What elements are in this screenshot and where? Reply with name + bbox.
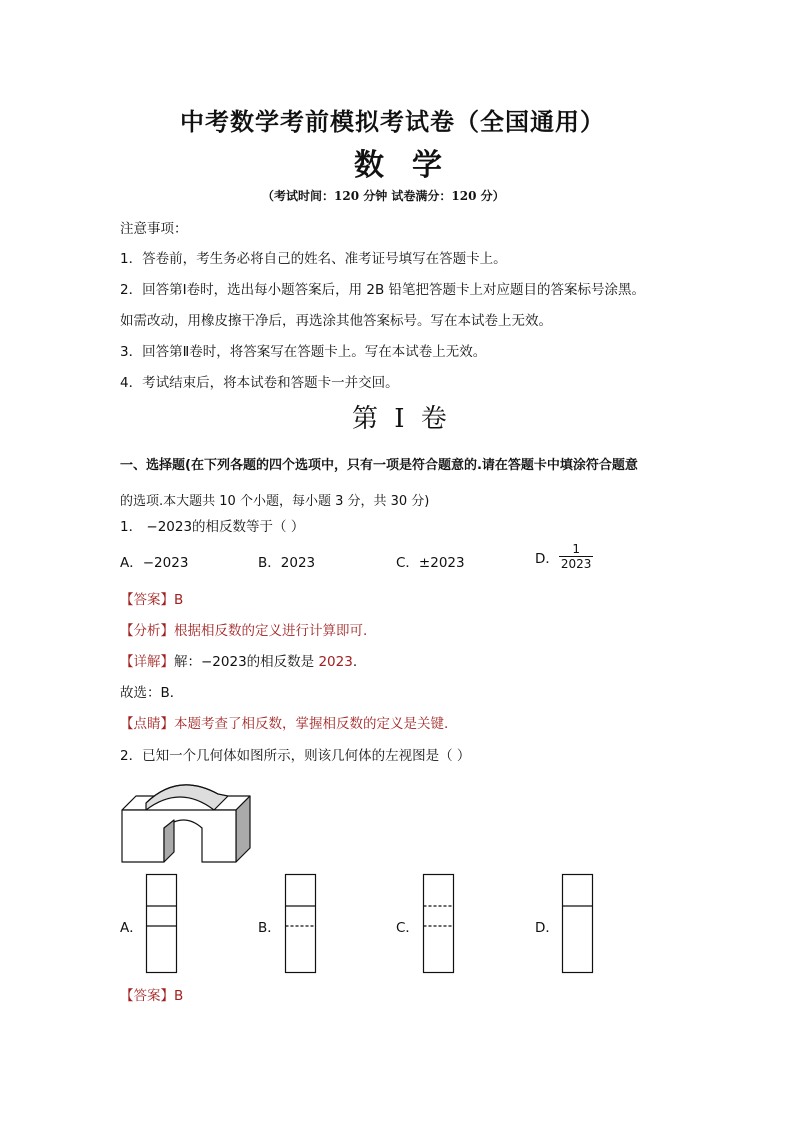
q1-choice: 故选：B． <box>120 685 184 701</box>
q2-option-b: B． <box>258 920 281 936</box>
option-a-figure <box>146 874 178 974</box>
note-item: 如需改动，用橡皮擦干净后，再选涂其他答案标号。写在本试卷上无效。 <box>120 313 552 329</box>
detail-value: 2023 <box>318 654 353 670</box>
answer-value: B <box>174 592 184 608</box>
section-heading: 一、选择题(在下列各题的四个选项中，只有一项是符合题意的.请在答题卡中填涂符合题意 <box>120 458 638 473</box>
q1-stem: 1． −2023的相反数等于（ ） <box>120 519 305 535</box>
section-heading-cont: 的选项.本大题共 10 个小题，每小题 3 分，共 30 分) <box>120 494 430 509</box>
q2-option-c: C． <box>396 920 419 936</box>
fraction-denominator: 2023 <box>560 557 592 572</box>
q1-answer <box>120 588 183 608</box>
q1-option-c: C．±2023 <box>396 555 465 571</box>
detail-text: 解：−2023的相反数是 <box>174 654 319 670</box>
view-rect <box>147 875 177 973</box>
analysis-text: 根据相反数的定义进行计算即可. <box>174 623 368 639</box>
analysis-tag: 【分析】 <box>120 623 174 639</box>
q2-option-d: D． <box>535 920 559 936</box>
q1-detail <box>120 650 357 670</box>
q1-option-d-label: D． <box>535 550 559 567</box>
detail-tag: 【详解】 <box>120 654 174 670</box>
q1-option-d <box>535 542 593 572</box>
q2-answer <box>120 984 183 1004</box>
note-item: 3．回答第Ⅱ卷时，将答案写在答题卡上。写在本试卷上无效。 <box>120 344 487 360</box>
exam-info: （考试时间：120 分钟 试卷满分：120 分） <box>262 189 505 203</box>
subject-title: 数学 <box>354 148 470 183</box>
comment-tag: 【点睛】 <box>120 716 174 732</box>
front-face <box>122 810 236 862</box>
q1-comment <box>120 712 448 732</box>
q2-stem: 2．已知一个几何体如图所示，则该几何体的左视图是（ ） <box>120 748 471 764</box>
note-item: 1．答卷前，考生务必将自己的姓名、准考证号填写在答题卡上。 <box>120 251 507 267</box>
q1-option-b: B．2023 <box>258 555 316 571</box>
fraction <box>559 542 594 572</box>
note-item: 4．考试结束后，将本试卷和答题卡一并交回。 <box>120 375 399 391</box>
page-title: 中考数学考前模拟考试卷（全国通用） <box>180 108 605 136</box>
answer-tag: 【答案】 <box>120 592 174 608</box>
note-item: 2．回答第Ⅰ卷时，选出每小题答案后，用 2B 铅笔把答题卡上对应题目的答案标号涂黑。 <box>120 282 646 298</box>
option-b-figure <box>285 874 317 974</box>
fraction-numerator: 1 <box>572 542 580 556</box>
q1-analysis <box>120 619 367 639</box>
option-c-figure <box>423 874 455 974</box>
solid-figure <box>118 770 258 866</box>
comment-text: 本题考查了相反数，掌握相反数的定义是关键. <box>174 716 449 732</box>
q2-option-a: A． <box>120 920 143 936</box>
volume-title: 第 I 卷 <box>352 404 451 434</box>
notch-side-face <box>164 820 174 862</box>
answer-tag: 【答案】 <box>120 988 174 1004</box>
answer-value: B <box>174 988 184 1004</box>
arch-top <box>146 785 228 810</box>
notes-label: 注意事项： <box>120 221 188 237</box>
option-d-figure <box>562 874 594 974</box>
view-rect <box>286 875 316 973</box>
view-rect <box>563 875 593 973</box>
q1-option-a: A．−2023 <box>120 555 189 571</box>
view-rect <box>424 875 454 973</box>
detail-end: . <box>352 654 358 670</box>
